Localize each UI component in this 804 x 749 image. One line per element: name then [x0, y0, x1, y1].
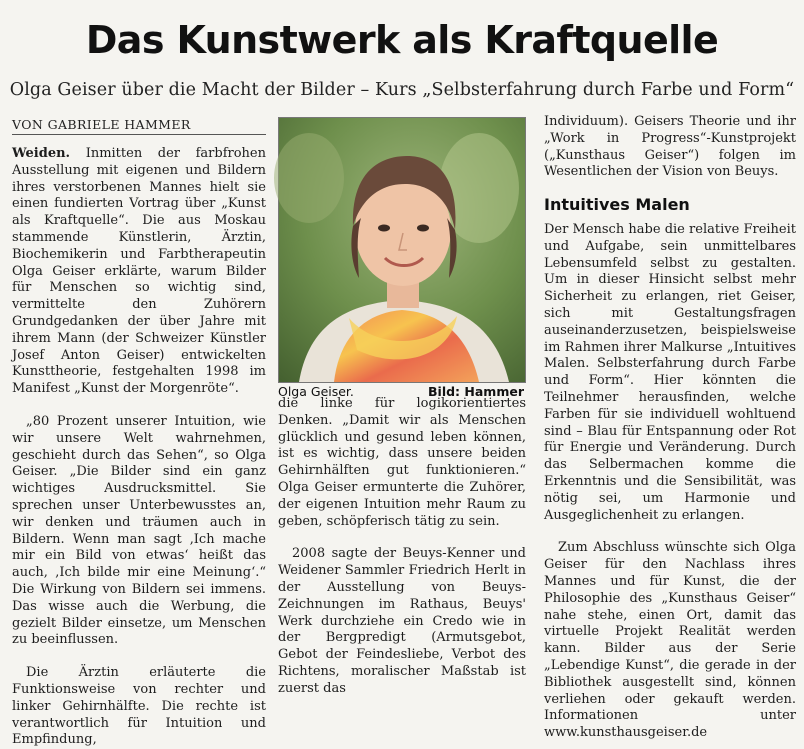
paragraph: 2008 sagte der Beuys-Kenner und Weidener Sammler Friedrich Herlt in der Ausstellung von Beuys-Zeichnungen im Rathaus, Beuys' Werk durchziehe ein Credo wie in der Bergpredigt (Armutsgebot, Gebot der Feindesliebe, Verbot des Richtens, moralischer Maßstab ist zuerst das [278, 546, 526, 696]
paragraph: Individuum). Geisers Theorie und ihr „Work in Progress“-Kunstprojekt („Kunsthaus Geiser“) folgen im Wesentlichen der Vision von Beuys. [544, 114, 796, 180]
byline: VON GABRIELE HAMMER [12, 117, 266, 135]
paragraph: die linke für logikorientiertes Denken. „Damit wir als Menschen glücklich und gesund leben können, ist es wichtig, dass unsere beiden Gehirnhälften gut funktionieren.“ Olga Geiser ermunterte die Zuhörer, der eigenen Intuition mehr Raum zu geben, schöpferisch tätig zu sein. [278, 396, 526, 529]
paragraph-intro [12, 146, 266, 398]
subheadline: Olga Geiser über die Macht der Bilder – Kurs „Selbsterfahrung durch Farbe und Form“ [9, 80, 795, 100]
portrait-photo [278, 117, 526, 383]
section-heading: Intuitives Malen [544, 195, 690, 215]
photo-credit: Bild: Hammer [428, 384, 524, 399]
headline: Das Kunstwerk als Kraftquelle [85, 18, 719, 62]
paragraph-intro-text: Inmitten der farbfrohen Ausstellung mit eigenen und Bildern ihres verstorbenen Mannes hielt sie einen fundierten Vortrag über „Kunst als Kraftquelle“. Die aus Moskau stammende Künstlerin, Ärztin, Biochemikerin und Farbtherapeutin Olga Geiser erklärte, warum Bilder für Menschen so wichtig sind, vermittelte den Zuhörern Grundgedanken der über Jahre mit ihrem Mann (der Schweizer Künstler Josef Anton Geiser) entwickelten Kunsttheorie, festgehalten 1998 im Manifest „Kunst der Morgenröte“. [12, 146, 266, 397]
paragraph: Zum Abschluss wünschte sich Olga Geiser für den Nachlass ihres Mannes und für Kunst, die der Philosophie des „Kunsthaus Geiser“ nahe stehe, einen Ort, damit das virtuelle Projekt Realität werden kann. Bilder aus der Serie „Lebendige Kunst“, die gerade in der Bibliothek ausgestellt sind, können verliehen oder gekauft werden. Informationen unter www.kunsthausgeiser.de [544, 540, 796, 741]
dateline: Weiden. [12, 146, 71, 161]
paragraph: Der Mensch habe die relative Freiheit und Aufgabe, sein unmittelbares Lebensumfeld selbst zu gestalten. Um in dieser Hinsicht selbst mehr Sicherheit zu erlangen, riet Geiser, sich mit Gestaltungsfragen auseinanderzusetzen, beispielsweise im Rahmen ihrer Malkurse „Intuitives Malen. Selbsterfahrung durch Farbe und Form“. Hier könnten die Teilnehmer herausfinden, welche Farben für sie individuell wohltuend sind – Blau für Entspannung oder Rot für Energie und Veränderung. Durch das Selbermachen komme die Erkenntnis und die Sensibilität, was nötig sei, um Harmonie und Ausgeglichenheit zu erlangen. [544, 221, 796, 523]
portrait-image [279, 118, 525, 382]
column-3 [544, 114, 796, 741]
column-2 [278, 396, 526, 700]
paragraph: „80 Prozent unserer Intuition, wie wir unsere Welt wahrnehmen, geschieht durch das Sehen“, so Olga Geiser. „Die Bilder sind ein ganz wichtiges Ausdrucksmittel. Sie sprechen unser Unterbewusstes an, wir denken und träumen auch in Bildern. Wenn man sagt ‚Ich mache mir ein Bild von etwas‘ heißt das auch, ‚Ich bilde mir eine Meinung‘.“ Die Wirkung von Bildern sei immens. Das wisse auch die Werbung, die gezielt Bilder einsetze, um Menschen zu beeinflussen. [12, 413, 266, 648]
column-1 [12, 146, 266, 748]
paragraph: Die Ärztin erläuterte die Funktionsweise von rechter und linker Gehirnhälfte. Die rechte ist verantwortlich für Intuition und Empfindung, [12, 665, 266, 748]
caption-text: Olga Geiser. [278, 384, 354, 399]
